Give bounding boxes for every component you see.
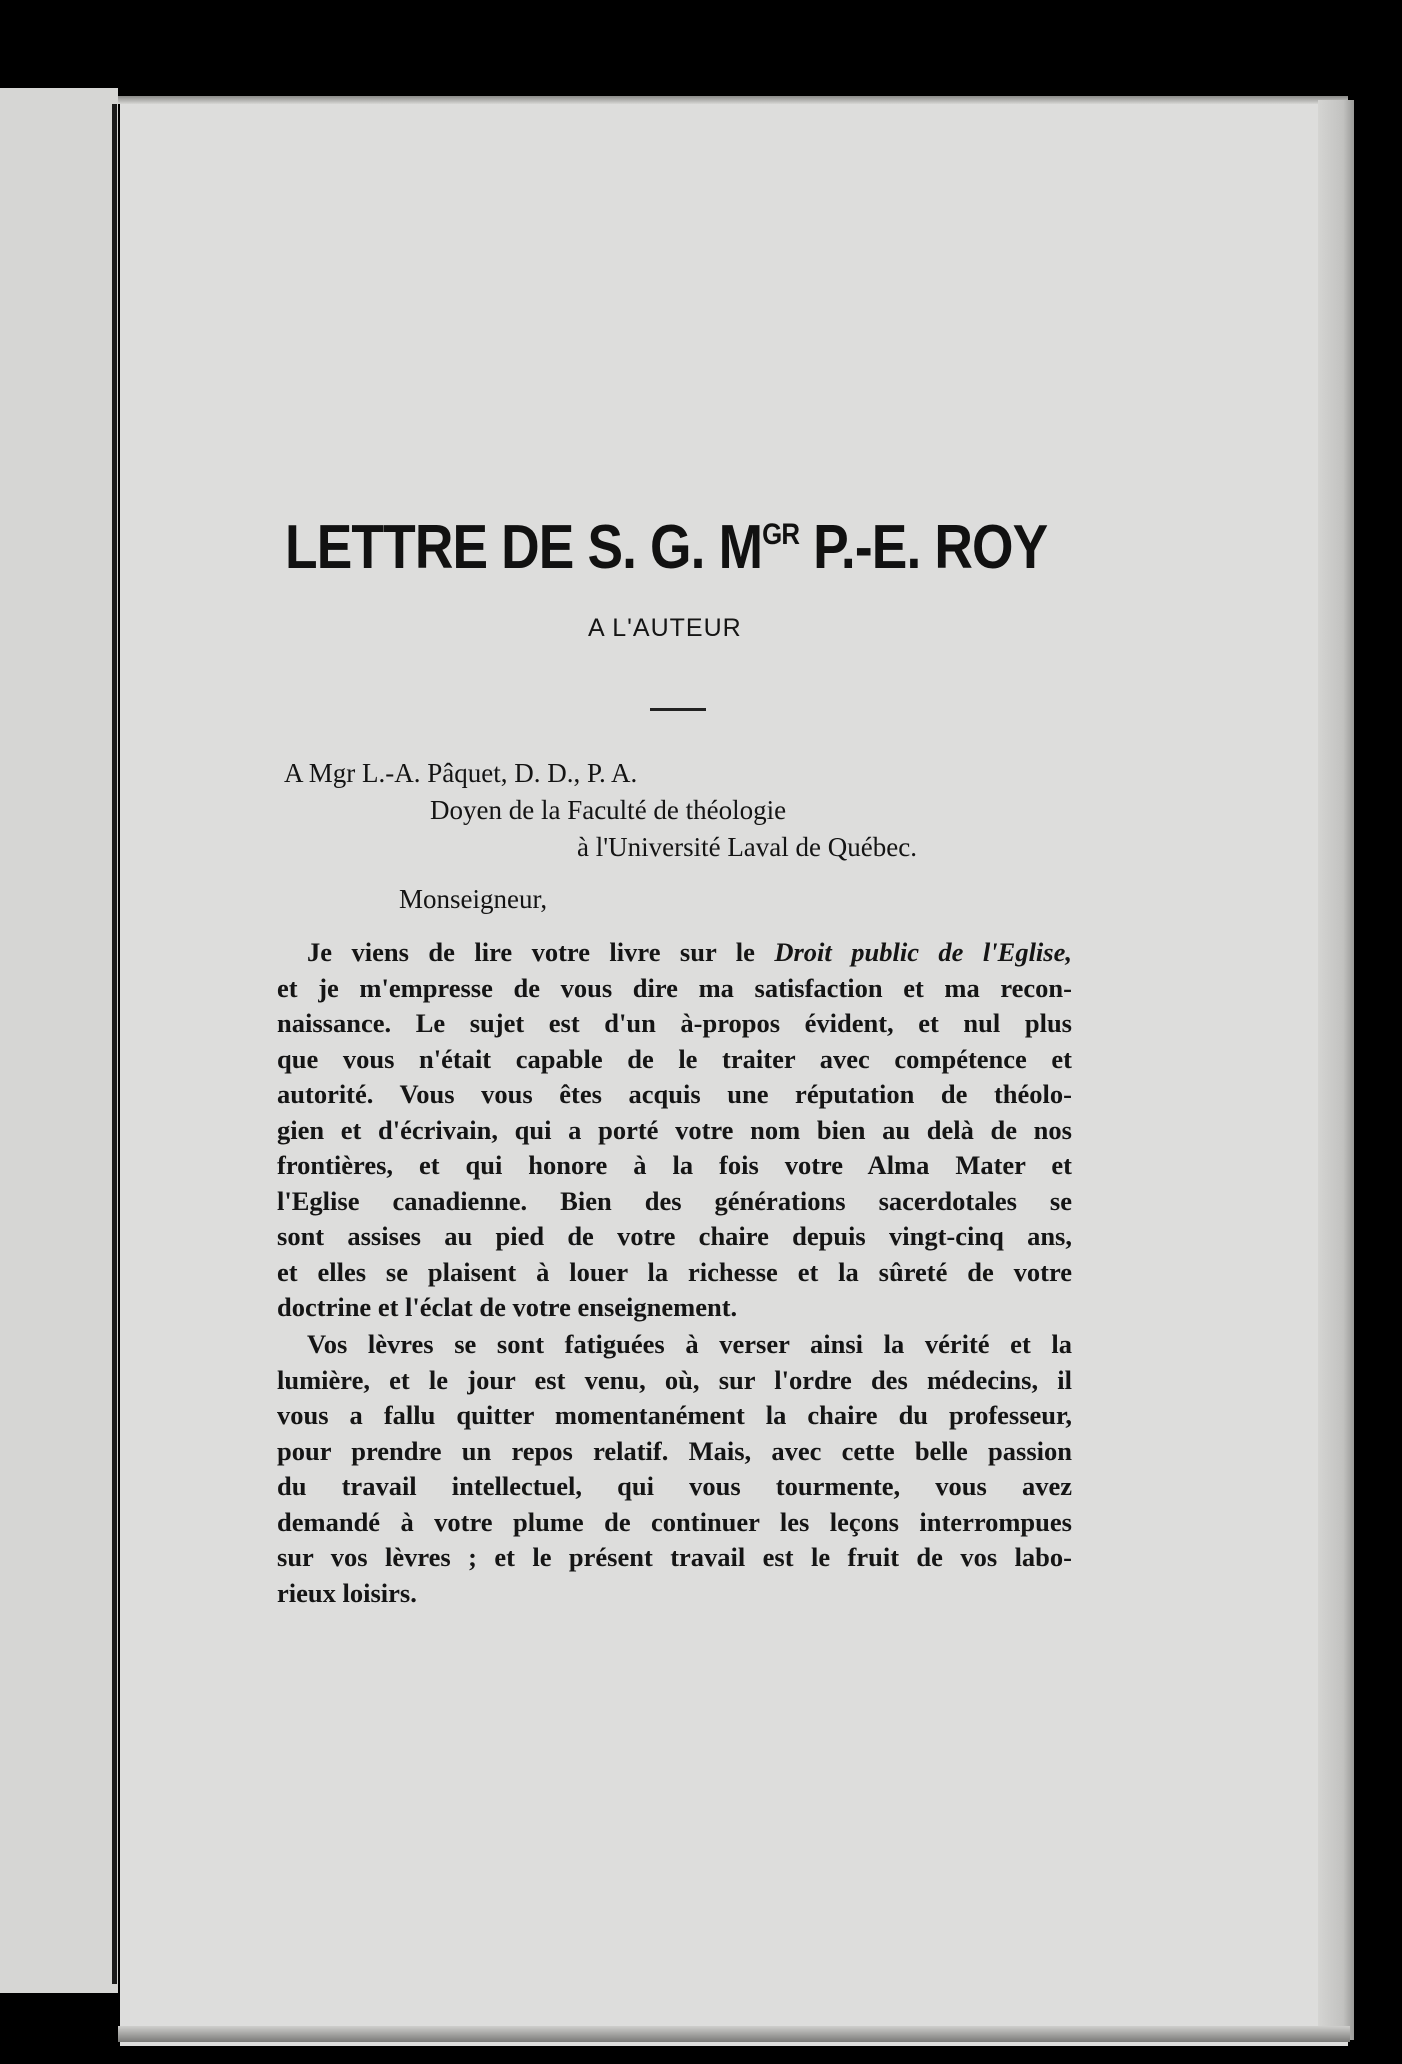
title-superscript: GR (762, 518, 800, 551)
paragraph-2-line: Vos lèvres se sont fatiguées à verser ainsi la vérité et la (307, 1329, 1072, 1359)
paragraph-1-line: naissance. Le sujet est d'un à-propos évident, et nul plus (277, 1008, 1072, 1038)
paragraph-1-line-1 (277, 935, 1072, 971)
paragraph-1-line-1-text: Je viens de lire votre livre sur le (307, 937, 775, 967)
paragraph-1-line: et je m'empresse de vous dire ma satisfaction et ma recon- (277, 972, 1072, 1003)
paragraph-1-line: l'Eglise canadienne. Bien des générations sacerdotales se (277, 1185, 1072, 1216)
left-page-edge (112, 104, 117, 1984)
paragraph-1 (277, 935, 1072, 1326)
salutation: Monseigneur, (399, 884, 548, 914)
paragraph-2-line: demandé à votre plume de continuer les leçons interrompues (277, 1506, 1072, 1537)
paragraph-1-line: autorité. Vous vous êtes acquis une réputation de théolo- (277, 1079, 1072, 1109)
paragraph-2 (277, 1327, 1072, 1611)
paragraph-2-line: du travail intellectuel, qui vous tourmente, vous avez (277, 1471, 1072, 1501)
letter-title (285, 512, 1048, 583)
address-line-1: A Mgr L.-A. Pâquet, D. D., P. A. (284, 758, 638, 788)
paragraph-2-line: rieux loisirs. (277, 1577, 417, 1608)
book-title: Droit public de l'Eglise, (774, 937, 1072, 967)
left-page-margin (0, 88, 118, 1993)
paragraph-1-line: et elles se plaisent à louer la richesse et la sûreté de votre (277, 1256, 1072, 1287)
address-line-2: Doyen de la Faculté de théologie (430, 795, 787, 825)
page-right-shadow (1318, 100, 1354, 2040)
paragraph-1-line: sont assises au pied de votre chaire depuis vingt-cinq ans, (277, 1221, 1072, 1251)
paragraph-1-line: que vous n'était capable de le traiter avec compétence et (277, 1043, 1072, 1074)
address-line-3: à l'Université Laval de Québec. (577, 832, 917, 862)
paragraph-1-line: frontières, et qui honore à la fois votre Alma Mater et (277, 1150, 1072, 1180)
page-bottom-edge (118, 2026, 1350, 2042)
page-top-edge (118, 96, 1348, 104)
paragraph-1-line: gien et d'écrivain, qui a porté votre nom bien au delà de nos (277, 1114, 1072, 1145)
paragraph-1-line: doctrine et l'éclat de votre enseignement. (277, 1292, 738, 1322)
paragraph-2-line: vous a fallu quitter momentanément la chaire du professeur, (277, 1400, 1072, 1430)
paragraph-2-line: sur vos lèvres ; et le présent travail est le fruit de vos labo- (277, 1542, 1072, 1572)
title-divider (650, 708, 706, 711)
paragraph-2-line: lumière, et le jour est venu, où, sur l'ordre des médecins, il (277, 1364, 1072, 1395)
title-name: P.-E. ROY (799, 513, 1048, 582)
paragraph-2-line: pour prendre un repos relatif. Mais, avec cette belle passion (277, 1435, 1072, 1466)
letter-subtitle: A L'AUTEUR (588, 614, 742, 642)
title-main: LETTRE DE S. G. M (285, 513, 763, 582)
